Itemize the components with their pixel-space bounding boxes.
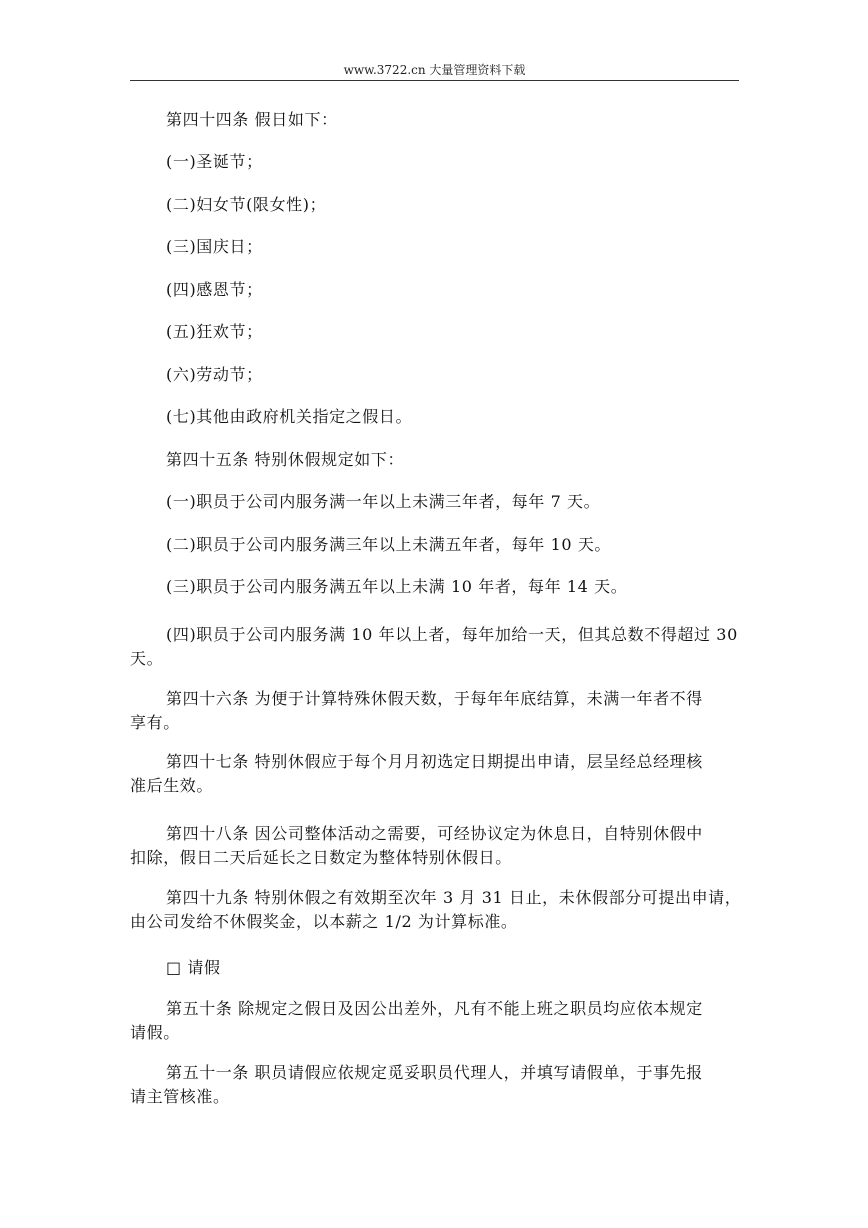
- leave-rule-3: (三)职员于公司内服务满五年以上未满 10 年者，每年 14 天。: [166, 577, 628, 596]
- leave-rule-4-line-1: (四)职员于公司内服务满 10 年以上者，每年加给一天，但其总数不得超过 30: [166, 625, 738, 644]
- article-49-line-1: 第四十九条 特别休假之有效期至次年 3 月 31 日止，未休假部分可提出申请，: [166, 888, 742, 907]
- holiday-item-6: (六)劳动节；: [166, 365, 263, 384]
- article-45-title: 第四十五条 特别休假规定如下：: [166, 450, 405, 469]
- holiday-item-7: (七)其他由政府机关指定之假日。: [166, 407, 413, 426]
- page-header: www.3722.cn 大量管理资料下载: [343, 63, 526, 77]
- holiday-item-4: (四)感恩节；: [166, 280, 263, 299]
- article-46-line-1: 第四十六条 为便于计算特殊休假天数，于每年年底结算，未满一年者不得: [166, 689, 703, 708]
- article-49-line-2: 由公司发给不休假奖金，以本薪之 1/2 为计算标准。: [130, 912, 518, 931]
- article-51-line-2: 请主管核准。: [130, 1087, 230, 1106]
- article-50-line-2: 请假。: [130, 1023, 180, 1042]
- article-44-title: 第四十四条 假日如下：: [166, 110, 338, 129]
- section-heading-leave: □ 请假: [166, 958, 221, 977]
- holiday-item-3: (三)国庆日；: [166, 237, 263, 256]
- article-47-line-1: 第四十七条 特别休假应于每个月月初选定日期提出申请，层呈经总经理核: [166, 752, 703, 771]
- header-divider: [130, 80, 739, 81]
- article-46-line-2: 享有。: [130, 713, 180, 732]
- article-48-line-1: 第四十八条 因公司整体活动之需要，可经协议定为休息日，自特别休假中: [166, 824, 703, 843]
- article-48-line-2: 扣除，假日二天后延长之日数定为整体特别休假日。: [130, 848, 512, 867]
- holiday-item-2: (二)妇女节(限女性)；: [166, 195, 327, 214]
- article-50-line-1: 第五十条 除规定之假日及因公出差外，凡有不能上班之职员均应依本规定: [166, 999, 703, 1018]
- leave-rule-4-line-2: 天。: [130, 649, 164, 668]
- article-47-line-2: 准后生效。: [130, 776, 214, 795]
- holiday-item-1: (一)圣诞节；: [166, 152, 263, 171]
- leave-rule-1: (一)职员于公司内服务满一年以上未满三年者，每年 7 天。: [166, 492, 601, 511]
- holiday-item-5: (五)狂欢节；: [166, 322, 263, 341]
- article-51-line-1: 第五十一条 职员请假应依规定觅妥职员代理人，并填写请假单，于事先报: [166, 1063, 703, 1082]
- leave-rule-2: (二)职员于公司内服务满三年以上未满五年者，每年 10 天。: [166, 535, 612, 554]
